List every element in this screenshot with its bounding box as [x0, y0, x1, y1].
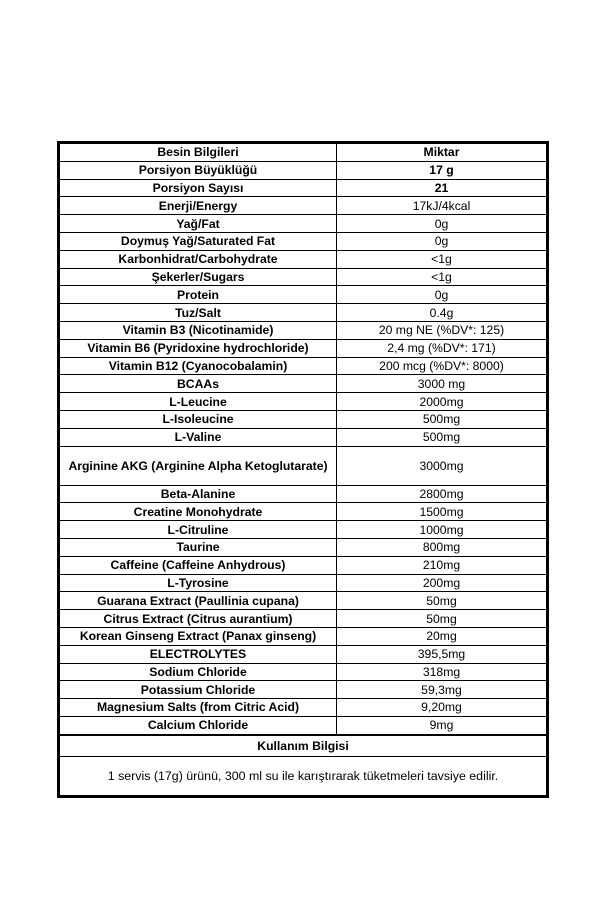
nutrient-name: L-Leucine [60, 393, 337, 411]
table-row [60, 610, 547, 628]
nutrient-name: Beta-Alanine [60, 485, 337, 503]
nutrient-amount: 318mg [337, 663, 547, 681]
table-row [60, 428, 547, 446]
nutrient-amount: 59,3mg [337, 681, 547, 699]
nutrient-amount: <1g [337, 268, 547, 286]
nutrient-name: Enerji/Energy [60, 197, 337, 215]
nutrient-name: Arginine AKG (Arginine Alpha Ketoglutarate) [60, 446, 337, 485]
table-row [60, 357, 547, 375]
nutrient-amount: 50mg [337, 592, 547, 610]
nutrient-amount: 17 g [337, 161, 547, 179]
table-row [60, 446, 547, 485]
table-row [60, 538, 547, 556]
nutrient-name: Calcium Chloride [60, 716, 337, 734]
nutrient-name: Protein [60, 286, 337, 304]
nutrient-amount: 395,5mg [337, 645, 547, 663]
usage-title-row [60, 735, 547, 757]
nutrient-name: Doymuş Yağ/Saturated Fat [60, 232, 337, 250]
nutrient-amount: 3000mg [337, 446, 547, 485]
nutrient-amount: 2000mg [337, 393, 547, 411]
table-row [60, 393, 547, 411]
nutrient-name: Taurine [60, 538, 337, 556]
nutrition-rows [60, 161, 547, 734]
table-row [60, 556, 547, 574]
usage-text: 1 servis (17g) ürünü, 300 ml su ile karıştırarak tüketmeleri tavsiye edilir. [60, 756, 547, 795]
nutrient-name: Magnesium Salts (from Citric Acid) [60, 699, 337, 717]
nutrient-name: Karbonhidrat/Carbohydrate [60, 250, 337, 268]
nutrient-amount: 800mg [337, 538, 547, 556]
table-row [60, 179, 547, 197]
nutrient-name: Şekerler/Sugars [60, 268, 337, 286]
usage-text-row [60, 756, 547, 795]
nutrient-amount: 21 [337, 179, 547, 197]
table-row [60, 268, 547, 286]
nutrient-amount: 200mg [337, 574, 547, 592]
nutrition-facts-sheet [57, 141, 549, 798]
nutrient-name: Porsiyon Büyüklüğü [60, 161, 337, 179]
table-row [60, 250, 547, 268]
table-row [60, 663, 547, 681]
nutrient-amount: 50mg [337, 610, 547, 628]
nutrient-amount: 0g [337, 286, 547, 304]
nutrient-amount: 2800mg [337, 485, 547, 503]
table-row [60, 485, 547, 503]
nutrient-name: Creatine Monohydrate [60, 503, 337, 521]
nutrient-amount: 0.4g [337, 304, 547, 322]
table-row [60, 375, 547, 393]
table-row [60, 503, 547, 521]
nutrient-amount: 0g [337, 215, 547, 233]
nutrient-amount: 200 mcg (%DV*: 8000) [337, 357, 547, 375]
table-row [60, 627, 547, 645]
nutrition-table [59, 143, 547, 796]
table-row [60, 716, 547, 734]
nutrient-name: L-Tyrosine [60, 574, 337, 592]
nutrient-name: Tuz/Salt [60, 304, 337, 322]
nutrient-name: Vitamin B3 (Nicotinamide) [60, 321, 337, 339]
nutrient-amount: 1500mg [337, 503, 547, 521]
nutrient-name: L-Valine [60, 428, 337, 446]
nutrient-name: L-Citruline [60, 521, 337, 539]
nutrient-name: Yağ/Fat [60, 215, 337, 233]
usage-title: Kullanım Bilgisi [60, 735, 547, 757]
table-row [60, 197, 547, 215]
nutrient-name: Citrus Extract (Citrus aurantium) [60, 610, 337, 628]
table-row [60, 592, 547, 610]
column-header-name: Besin Bilgileri [60, 144, 337, 162]
nutrient-amount: 210mg [337, 556, 547, 574]
table-row [60, 681, 547, 699]
table-row [60, 321, 547, 339]
table-row [60, 215, 547, 233]
table-row [60, 645, 547, 663]
table-row [60, 286, 547, 304]
nutrient-name: Sodium Chloride [60, 663, 337, 681]
table-row [60, 304, 547, 322]
table-row [60, 521, 547, 539]
table-row [60, 574, 547, 592]
nutrient-amount: 2,4 mg (%DV*: 171) [337, 339, 547, 357]
table-row [60, 699, 547, 717]
nutrient-name: Guarana Extract (Paullinia cupana) [60, 592, 337, 610]
nutrient-name: Porsiyon Sayısı [60, 179, 337, 197]
nutrient-amount: 17kJ/4kcal [337, 197, 547, 215]
nutrient-amount: 20mg [337, 627, 547, 645]
nutrient-name: Caffeine (Caffeine Anhydrous) [60, 556, 337, 574]
table-row [60, 410, 547, 428]
nutrient-name: L-Isoleucine [60, 410, 337, 428]
nutrient-name: Potassium Chloride [60, 681, 337, 699]
nutrient-amount: 9mg [337, 716, 547, 734]
nutrient-name: BCAAs [60, 375, 337, 393]
nutrient-amount: 1000mg [337, 521, 547, 539]
table-header-row [60, 144, 547, 162]
nutrient-name: Vitamin B6 (Pyridoxine hydrochloride) [60, 339, 337, 357]
nutrient-name: ELECTROLYTES [60, 645, 337, 663]
nutrient-amount: 0g [337, 232, 547, 250]
column-header-amount: Miktar [337, 144, 547, 162]
table-row [60, 232, 547, 250]
nutrient-amount: 500mg [337, 428, 547, 446]
nutrient-amount: 3000 mg [337, 375, 547, 393]
nutrient-name: Vitamin B12 (Cyanocobalamin) [60, 357, 337, 375]
nutrient-amount: 20 mg NE (%DV*: 125) [337, 321, 547, 339]
nutrient-amount: <1g [337, 250, 547, 268]
nutrient-name: Korean Ginseng Extract (Panax ginseng) [60, 627, 337, 645]
table-row [60, 161, 547, 179]
nutrient-amount: 9,20mg [337, 699, 547, 717]
table-row [60, 339, 547, 357]
nutrient-amount: 500mg [337, 410, 547, 428]
